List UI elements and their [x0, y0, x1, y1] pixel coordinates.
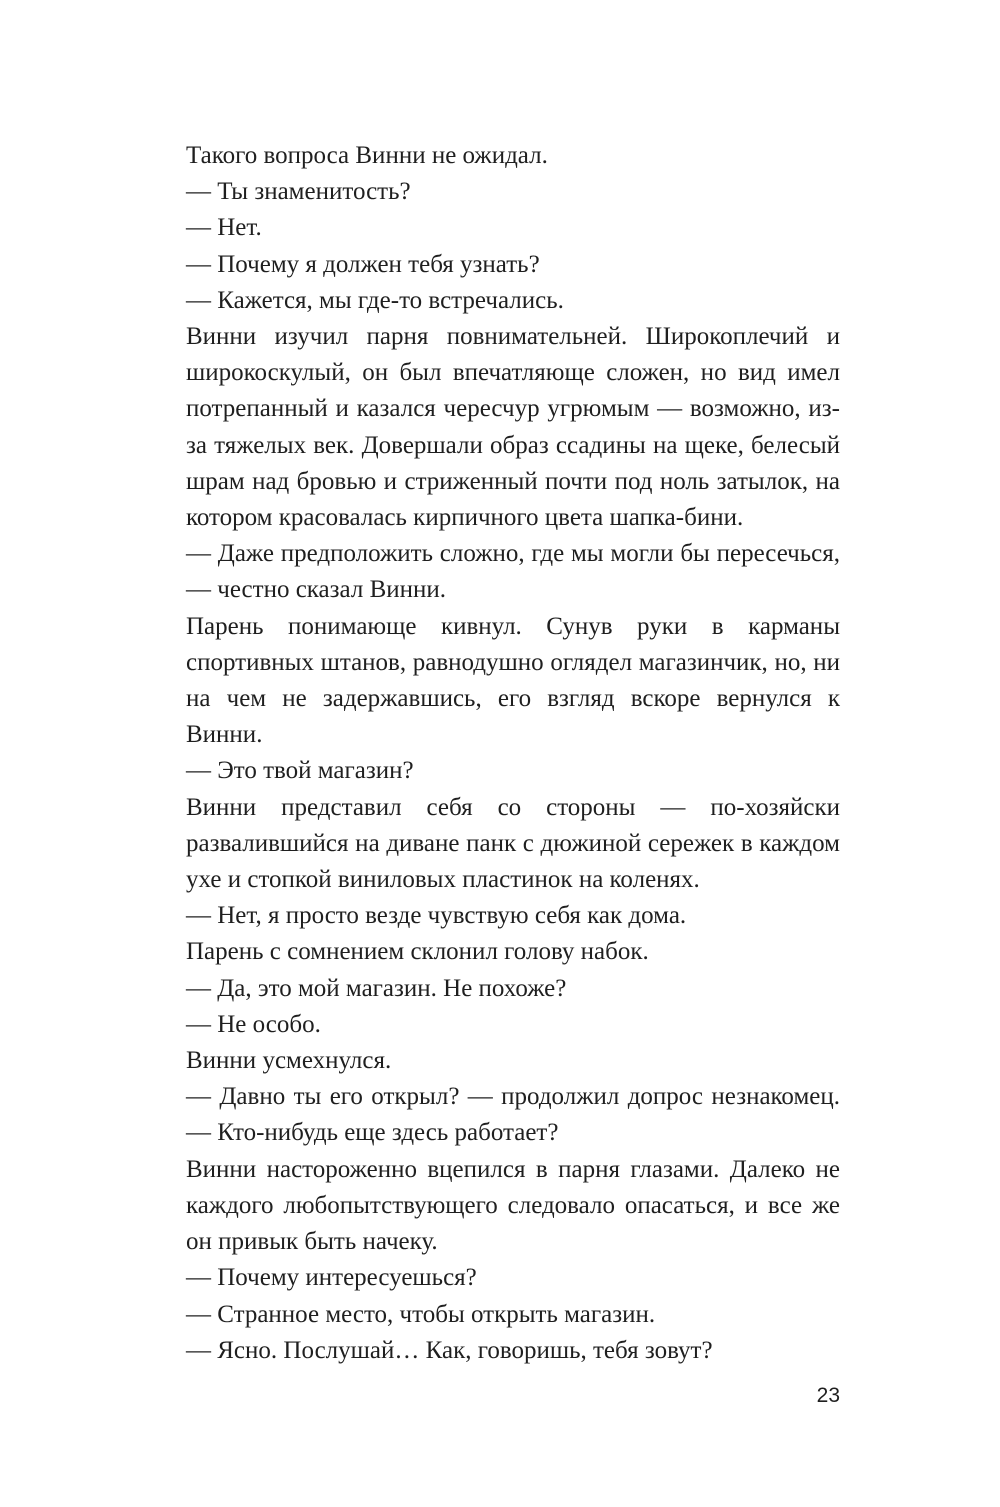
dialogue-line: — Да, это мой магазин. Не похоже?: [186, 974, 567, 1002]
page-number: 23: [816, 1384, 840, 1407]
dialogue-line: — Кажется, мы где-то встречались.: [186, 286, 564, 314]
paragraph: Парень понимающе кивнул. Сунув руки в карманы спортивных штанов, равнодушно оглядел магазинчик, но, ни на чем не задержавшись, его взгляд вскоре вернулся к Винни.: [186, 612, 840, 749]
paragraph: Такого вопроса Винни не ожидал.: [186, 142, 548, 169]
dialogue-line: — Ты знаменитость?: [186, 178, 411, 206]
dialogue-line: — Нет, я просто везде чувствую себя как дома.: [186, 902, 687, 930]
dialogue-line: — Почему я должен тебя узнать?: [186, 250, 540, 278]
dialogue-line: — Почему интересуешься?: [186, 1264, 477, 1292]
dialogue-line: — Не особо.: [186, 1010, 321, 1038]
paragraph: Винни изучил парня повнимательней. Широкоплечий и широкоскулый, он был впечатляюще сложен, но вид имел потрепанный и казался чересчур угрюмым — возможно, из-за тяжелых век. Довершали образ ссадины на щеке, белесый шрам над бровью и стриженный почти под ноль затылок, на котором красовалась кирпичного цвета шапка-бини.: [186, 323, 840, 532]
paragraph: Винни усмехнулся.: [186, 1047, 392, 1075]
dialogue-line: — Ясно. Послушай… Как, говоришь, тебя зовут?: [186, 1336, 713, 1364]
paragraph: Винни настороженно вцепился в парня глазами. Далеко не каждого любопытствующего следовало опасаться, и все же он привык быть начеку.: [186, 1155, 840, 1256]
dialogue-line: — Странное место, чтобы открыть магазин.: [186, 1300, 656, 1328]
dialogue-line: — Это твой магазин?: [186, 757, 414, 785]
dialogue-line: — Нет.: [186, 214, 262, 242]
body-text: [186, 138, 840, 1369]
dialogue-line: — Давно ты его открыл? — продолжил допрос незнакомец. — Кто-нибудь еще здесь работает?: [186, 1083, 840, 1147]
paragraph: Винни представил себя со стороны — по-хозяйски развалившийся на диване панк с дюжиной сережек в каждом ухе и стопкой виниловых пластинок на коленях.: [186, 793, 840, 894]
paragraph: Парень с сомнением склонил голову набок.: [186, 938, 649, 966]
dialogue-line: — Даже предположить сложно, где мы могли бы пересечься, — честно сказал Винни.: [186, 540, 840, 604]
